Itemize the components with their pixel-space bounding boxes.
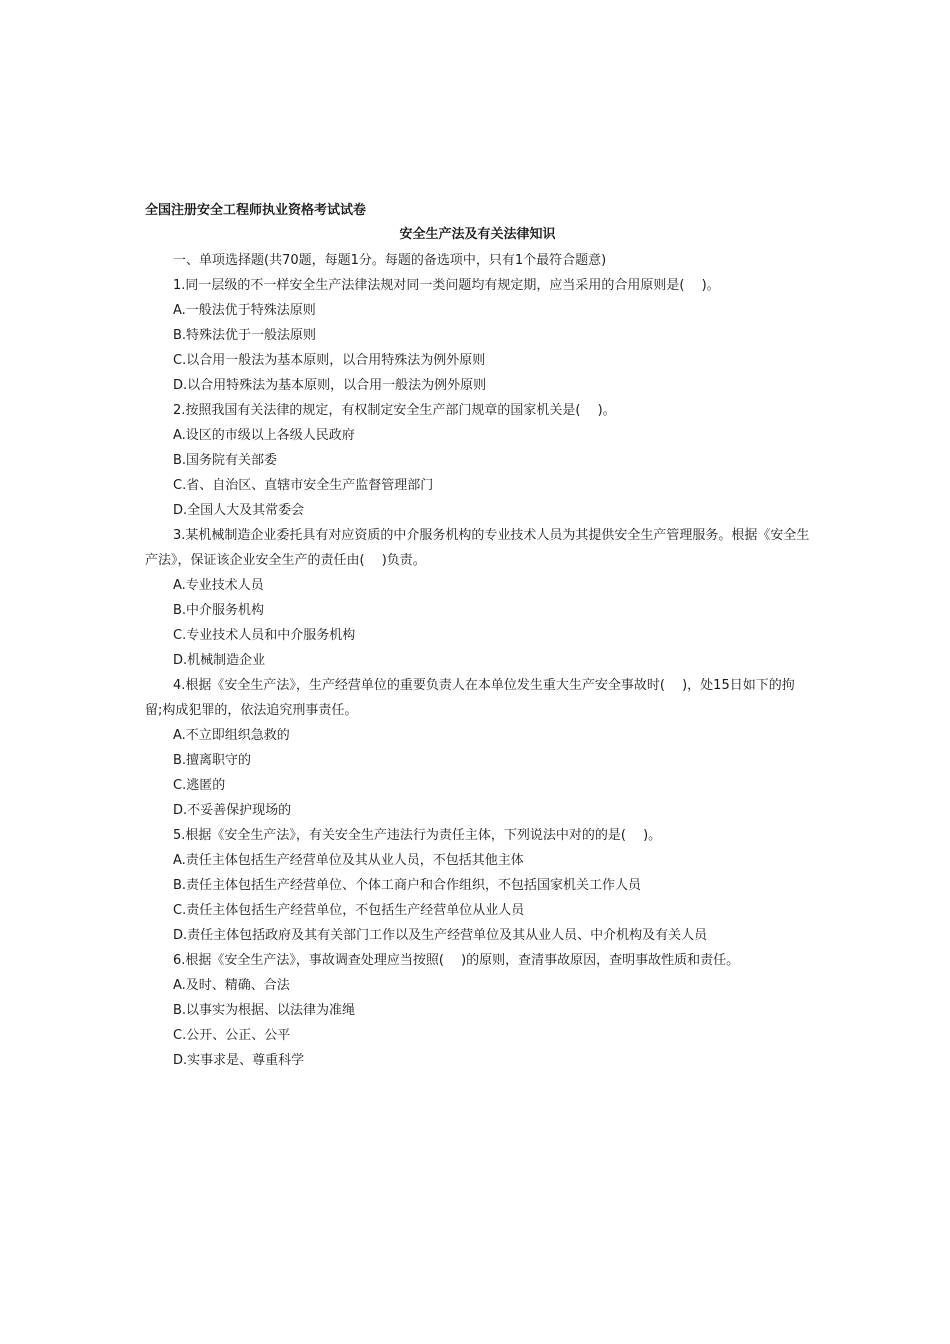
option-a: A.设区的市级以上各级人民政府 xyxy=(173,428,355,443)
option-c: C.专业技术人员和中介服务机构 xyxy=(173,628,356,643)
option-c: C.省、自治区、直辖市安全生产监督管理部门 xyxy=(173,478,434,493)
option-c: C.逃匿的 xyxy=(173,778,226,793)
option-c: C.责任主体包括生产经营单位，不包括生产经营单位从业人员 xyxy=(173,903,525,918)
option-d: D.实事求是、尊重科学 xyxy=(173,1053,305,1068)
question-stem: 5.根据《安全生产法》，有关安全生产违法行为责任主体，下列说法中对的的是( )。 xyxy=(173,828,662,843)
option-d: D.全国人大及其常委会 xyxy=(173,503,305,518)
section-heading: 一、单项选择题(共70题，每题1分。每题的备选项中，只有1个最符合题意) xyxy=(173,253,607,268)
option-b: B.责任主体包括生产经营单位、个体工商户和合作组织，不包括国家机关工作人员 xyxy=(173,878,642,893)
option-b: B.以事实为根据、以法律为准绳 xyxy=(173,1003,356,1018)
option-a: A.及时、精确、合法 xyxy=(173,978,290,993)
option-a: A.责任主体包括生产经营单位及其从业人员，不包括其他主体 xyxy=(173,853,524,868)
option-b: B.中介服务机构 xyxy=(173,603,265,618)
document-subtitle: 安全生产法及有关法律知识 xyxy=(399,227,556,242)
question-3 xyxy=(145,523,810,673)
question-4 xyxy=(145,673,810,823)
document-page xyxy=(145,200,810,1073)
option-a: A.不立即组织急救的 xyxy=(173,728,290,743)
question-stem: 4.根据《安全生产法》，生产经营单位的重要负责人在本单位发生重大生产安全事故时( )，处15日如下的拘留;构成犯罪的，依法追究刑事责任。 xyxy=(145,678,795,718)
document-title: 全国注册安全工程师执业资格考试试卷 xyxy=(145,203,367,218)
option-d: D.以合用特殊法为基本原则，以合用一般法为例外原则 xyxy=(173,378,487,393)
question-6 xyxy=(145,948,810,1073)
question-stem: 6.根据《安全生产法》，事故调查处理应当按照( )的原则，查清事故原因，查明事故性质和责任。 xyxy=(173,953,740,968)
question-1 xyxy=(145,273,810,398)
option-b: B.特殊法优于一般法原则 xyxy=(173,328,317,343)
question-2 xyxy=(145,398,810,523)
option-a: A.专业技术人员 xyxy=(173,578,264,593)
question-stem: 1.同一层级的不一样安全生产法律法规对同一类问题均有规定期，应当采用的合用原则是( )。 xyxy=(173,278,720,293)
option-c: C.公开、公正、公平 xyxy=(173,1028,291,1043)
question-5 xyxy=(145,823,810,948)
option-b: B.国务院有关部委 xyxy=(173,453,278,468)
question-stem: 3.某机械制造企业委托具有对应资质的中介服务机构的专业技术人员为其提供安全生产管理服务。根据《安全生产法》，保证该企业安全生产的责任由( )负责。 xyxy=(145,528,810,568)
option-a: A.一般法优于特殊法原则 xyxy=(173,303,316,318)
option-d: D.不妥善保护现场的 xyxy=(173,803,292,818)
option-d: D.机械制造企业 xyxy=(173,653,266,668)
option-c: C.以合用一般法为基本原则，以合用特殊法为例外原则 xyxy=(173,353,486,368)
option-b: B.擅离职守的 xyxy=(173,753,252,768)
question-stem: 2.按照我国有关法律的规定，有权制定安全生产部门规章的国家机关是( )。 xyxy=(173,403,616,418)
option-d: D.责任主体包括政府及其有关部门工作以及生产经营单位及其从业人员、中介机构及有关人员 xyxy=(173,928,708,943)
